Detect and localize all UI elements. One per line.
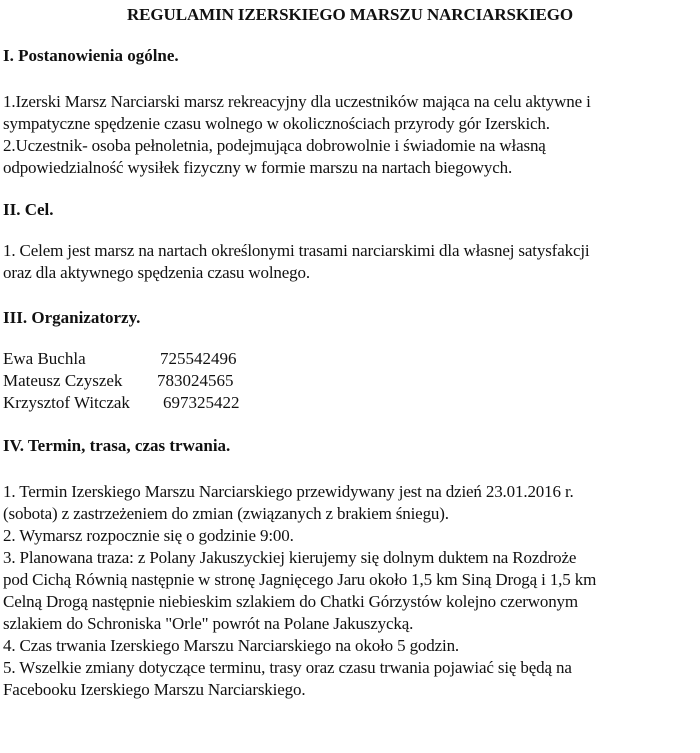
organizer-name: Mateusz Czyszek <box>3 371 123 390</box>
section-heading-organizers: III. Organizatorzy. <box>3 308 141 327</box>
text-line: Facebooku Izerskiego Marszu Narciarskiego. <box>3 680 306 699</box>
text-line: (sobota) z zastrzeżeniem do zmian (związanych z brakiem śniegu). <box>3 504 449 523</box>
section-heading-schedule: IV. Termin, trasa, czas trwania. <box>3 436 231 455</box>
text-line: 2. Wymarsz rozpocznie się o godzinie 9:00. <box>3 526 294 545</box>
text-line: oraz dla aktywnego spędzenia czasu wolnego. <box>3 263 310 282</box>
section-general-body <box>3 91 697 179</box>
organizer-phone: 725542496 <box>160 349 237 368</box>
section-heading-goal: II. Cel. <box>3 200 54 219</box>
organizer-phone: 783024565 <box>157 371 234 390</box>
text-line: odpowiedzialność wysiłek fizyczny w formie marszu na nartach biegowych. <box>3 158 513 177</box>
organizer-name: Krzysztof Witczak <box>3 393 130 412</box>
organizer-phone: 697325422 <box>163 393 240 412</box>
text-line: sympatyczne spędzenie czasu wolnego w okolicznościach przyrody gór Izerskich. <box>3 114 550 133</box>
section-heading-general: I. Postanowienia ogólne. <box>3 46 179 65</box>
text-line: 1. Celem jest marsz na nartach określonymi trasami narciarskimi dla własnej satysfakcji <box>3 241 590 260</box>
text-line: 2.Uczestnik- osoba pełnoletnia, podejmująca dobrowolnie i świadomie na własną <box>3 136 546 155</box>
text-line: 4. Czas trwania Izerskiego Marszu Narciarskiego na około 5 godzin. <box>3 636 460 655</box>
text-line: szlakiem do Schroniska "Orle" powrót na Polane Jakuszycką. <box>3 614 414 633</box>
text-line: Celną Drogą następnie niebieskim szlakiem do Chatki Górzystów kolejno czerwonym <box>3 592 578 611</box>
text-line: 5. Wszelkie zmiany dotyczące terminu, trasy oraz czasu trwania pojawiać się będą na <box>3 658 572 677</box>
section-schedule-body <box>3 481 697 701</box>
text-line: 1. Termin Izerskiego Marszu Narciarskiego przewidywany jest na dzień 23.01.2016 r. <box>3 482 574 501</box>
document-title: REGULAMIN IZERSKIEGO MARSZU NARCIARSKIEGO <box>127 5 573 24</box>
text-line: 1.Izerski Marsz Narciarski marsz rekreacyjny dla uczestników mająca na celu aktywne i <box>3 92 591 111</box>
text-line: pod Cichą Równią następnie w stronę Jagnięcego Jaru około 1,5 km Siną Drogą i 1,5 km <box>3 570 597 589</box>
section-goal-body <box>3 240 697 284</box>
text-line: 3. Planowana traza: z Polany Jakuszyckiej kierujemy się dolnym duktem na Rozdroże <box>3 548 577 567</box>
organizer-name: Ewa Buchla <box>3 349 86 368</box>
